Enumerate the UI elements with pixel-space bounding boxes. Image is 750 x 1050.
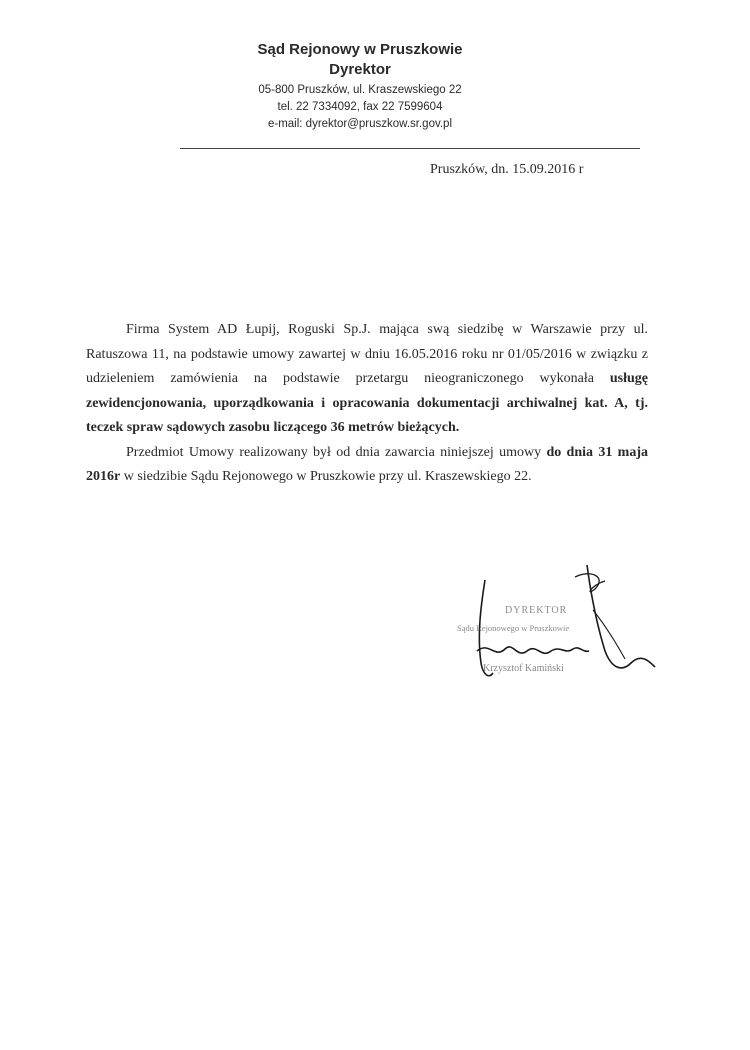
paragraph-2-bold: do dnia 31 maja 2016r <box>86 444 649 484</box>
stamp-name: Krzysztof Kamiński <box>483 663 564 674</box>
paragraph-2-text-end: w siedzibie Sądu Rejonowego w Pruszkowie przy ul. Kraszewskiego 22. <box>120 469 532 484</box>
signature-stamp <box>455 555 665 685</box>
email: e-mail: dyrektor@pruszkow.sr.gov.pl <box>267 118 453 130</box>
paragraph-1-text: Firma System AD Łupij, Roguski Sp.J. mająca swą siedzibę w Warszawie przy ul. Ratuszowa 11, na podstawie umowy zawartej w dniu 16.05.2016 roku nr 01/05/2016 w związku z udzieleniem zamówienia na podstawie przetargu nieograniczonego wykonała <box>86 322 648 386</box>
director-title: Dyrektor <box>329 61 391 78</box>
paragraph-2 <box>86 441 648 490</box>
stamp-title: DYREKTOR <box>505 605 568 616</box>
date-line: Pruszków, dn. 15.09.2016 r <box>430 162 584 177</box>
stamp-court: Sądu Rejonowego w Pruszkowie <box>457 623 570 633</box>
header-divider <box>180 148 640 149</box>
paragraph-1-bold: usługę zewidencjonowania, uporządkowania i opracowania dokumentacji archiwalnej kat. A, tj. teczek spraw sądowych zasobu liczącego 36 metrów bieżących. <box>86 371 648 435</box>
court-name: Sąd Rejonowy w Pruszkowie <box>257 41 463 58</box>
letter-body <box>86 318 648 490</box>
paragraph-2-text: Przedmiot Umowy realizowany był od dnia zawarcia niniejszej umowy <box>126 444 547 460</box>
address: 05-800 Pruszków, ul. Kraszewskiego 22 <box>258 84 462 96</box>
phone-fax: tel. 22 7334092, fax 22 7599604 <box>277 101 443 113</box>
handwritten-signature <box>455 555 665 685</box>
paragraph-1 <box>86 318 648 441</box>
letterhead <box>180 40 540 133</box>
